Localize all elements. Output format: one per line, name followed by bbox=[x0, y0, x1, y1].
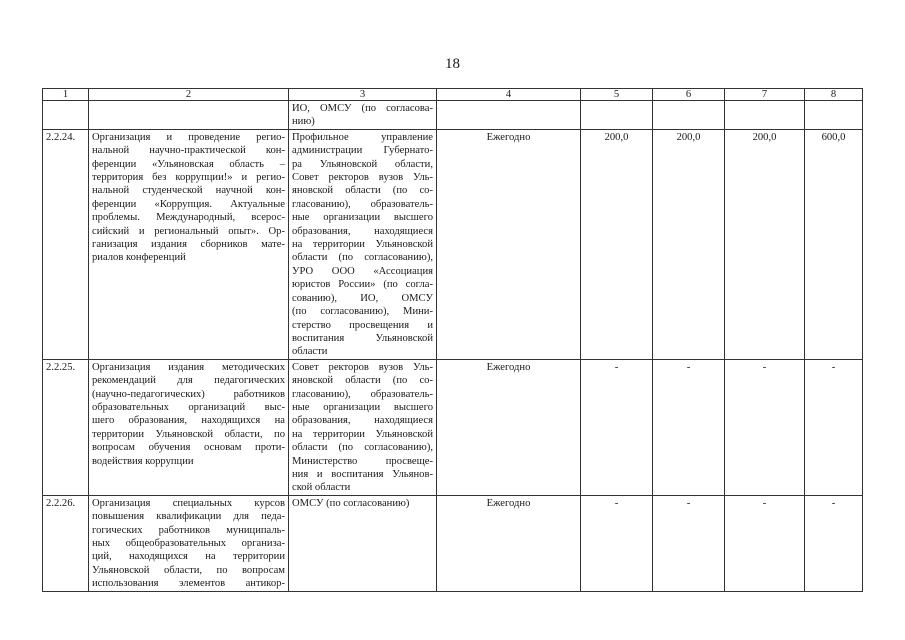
text-line: ИО, ОМСУ (по согласова- bbox=[292, 103, 433, 114]
value-cell: - bbox=[653, 359, 725, 495]
text-line: Профильное управление bbox=[292, 131, 433, 143]
executors-cell bbox=[289, 495, 437, 591]
header-cell: 4 bbox=[437, 89, 581, 101]
description-cell bbox=[89, 129, 289, 359]
value-cell: - bbox=[805, 359, 863, 495]
text-line: Совет ректоров вузов Уль- bbox=[292, 361, 433, 373]
text-line: ций, находящихся на территории bbox=[92, 551, 285, 563]
text-line: ра Ульяновской области, bbox=[292, 158, 433, 170]
text-line: стерство просвещения и bbox=[292, 319, 433, 331]
page-number: 18 bbox=[445, 56, 460, 72]
header-cell: 3 bbox=[289, 89, 437, 101]
text-line: гогических работников муниципаль- bbox=[92, 524, 285, 536]
text-line: на территории Ульяновской bbox=[292, 239, 433, 251]
header-cell: 2 bbox=[89, 89, 289, 101]
item-number: 2.2.24. bbox=[43, 129, 89, 359]
text-line: Организация издания методических bbox=[92, 361, 285, 373]
text-line: нальной студенческой научной кон- bbox=[92, 185, 285, 197]
value-cell: 200,0 bbox=[725, 129, 805, 359]
description-cell bbox=[89, 359, 289, 495]
text-line: ные организации высшего bbox=[292, 212, 433, 224]
text-line: использования элементов антикор- bbox=[92, 578, 285, 590]
text-line: ных общеобразовательных организа- bbox=[92, 538, 285, 549]
text-line: Совет ректоров вузов Уль- bbox=[292, 172, 433, 184]
text-line: Организация и проведение регио- bbox=[92, 131, 285, 143]
cell-empty bbox=[43, 101, 89, 130]
cell-empty bbox=[437, 101, 581, 130]
text-line: Ульяновской области, по вопросам bbox=[92, 564, 285, 576]
continuation-row bbox=[43, 101, 863, 130]
cell-empty bbox=[89, 101, 289, 130]
cell-empty bbox=[725, 101, 805, 130]
text-line: области (по согласованию), bbox=[292, 252, 433, 264]
table-row bbox=[43, 129, 863, 359]
plan-table bbox=[42, 88, 863, 592]
text-line: ференции «Ульяновская область – bbox=[92, 158, 285, 170]
text-line: (научно-педагогических) работников bbox=[92, 388, 285, 400]
text-line: УРО ООО «Ассоциация bbox=[292, 265, 433, 277]
period-cell: Ежегодно bbox=[437, 359, 581, 495]
text-line: повышения квалификации для педа- bbox=[92, 511, 285, 523]
text-line: ные организации высшего bbox=[292, 401, 433, 413]
text-line: водействия коррупции bbox=[92, 455, 194, 467]
text-line: яновской области (по со- bbox=[292, 185, 433, 197]
text-line: на территории Ульяновской bbox=[292, 428, 433, 440]
value-cell: - bbox=[725, 495, 805, 591]
header-cell: 1 bbox=[43, 89, 89, 101]
item-number: 2.2.26. bbox=[43, 495, 89, 591]
header-cell: 6 bbox=[653, 89, 725, 101]
value-cell: 200,0 bbox=[581, 129, 653, 359]
text-line: юристов России» (по согла- bbox=[292, 279, 433, 291]
header-cell: 5 bbox=[581, 89, 653, 101]
text-line: ния и воспитания Ульянов- bbox=[292, 468, 433, 480]
text-line: вопросам обучения основам проти- bbox=[92, 442, 285, 454]
header-row bbox=[43, 89, 863, 101]
description-cell bbox=[89, 495, 289, 591]
text-line: Министерство просвеще- bbox=[292, 455, 433, 467]
text-line: ганизация издания сборников мате- bbox=[92, 239, 285, 251]
text-line: риалов конференций bbox=[92, 252, 186, 264]
text-line: яновской области (по со- bbox=[292, 375, 433, 387]
cell-empty bbox=[653, 101, 725, 130]
executors-cell bbox=[289, 129, 437, 359]
text-line: образовательных организаций выс- bbox=[92, 401, 285, 413]
text-line: области bbox=[292, 346, 328, 358]
header-cell: 8 bbox=[805, 89, 863, 101]
text-line: территория без коррупции!» и регио- bbox=[92, 172, 285, 184]
text-line: образования, находящиеся bbox=[292, 225, 433, 237]
period-cell: Ежегодно bbox=[437, 495, 581, 591]
cell-empty bbox=[581, 101, 653, 130]
table-row bbox=[43, 495, 863, 591]
value-cell: - bbox=[653, 495, 725, 591]
item-number: 2.2.25. bbox=[43, 359, 89, 495]
header-cell: 7 bbox=[725, 89, 805, 101]
table-row bbox=[43, 359, 863, 495]
text-line: нальной научно-практической кон- bbox=[92, 145, 285, 157]
executors-cell bbox=[289, 101, 437, 130]
text-line: (по согласованию), Мини- bbox=[292, 306, 433, 318]
text-line: сованию), ИО, ОМСУ bbox=[292, 292, 433, 304]
text-line: воспитания Ульяновской bbox=[292, 332, 433, 344]
text-line: ференции «Коррупция. Актуальные bbox=[92, 198, 285, 210]
text-line: образования, находящиеся bbox=[292, 415, 433, 427]
value-cell: 600,0 bbox=[805, 129, 863, 359]
text-line: ОМСУ (по согласованию) bbox=[292, 497, 410, 509]
text-line: области (по согласованию), bbox=[292, 442, 433, 454]
value-cell: - bbox=[805, 495, 863, 591]
text-line: гласованию), образователь- bbox=[292, 388, 433, 400]
text-line: ской области bbox=[292, 482, 351, 494]
text-line: администрации Губернато- bbox=[292, 145, 433, 157]
text-line: рекомендаций для педагогических bbox=[92, 375, 285, 387]
text-line: нию) bbox=[292, 116, 315, 128]
cell-empty bbox=[805, 101, 863, 130]
value-cell: - bbox=[581, 359, 653, 495]
executors-cell bbox=[289, 359, 437, 495]
text-line: Организация специальных курсов bbox=[92, 497, 285, 509]
period-cell: Ежегодно bbox=[437, 129, 581, 359]
value-cell: 200,0 bbox=[653, 129, 725, 359]
text-line: территории Ульяновской области, по bbox=[92, 428, 285, 440]
value-cell: - bbox=[581, 495, 653, 591]
text-line: сийский и региональный опыт». Ор- bbox=[92, 225, 285, 237]
text-line: шего образования, находящихся на bbox=[92, 415, 285, 427]
text-line: гласованию), образователь- bbox=[292, 198, 433, 210]
value-cell: - bbox=[725, 359, 805, 495]
text-line: проблемы. Международный, всерос- bbox=[92, 212, 285, 224]
